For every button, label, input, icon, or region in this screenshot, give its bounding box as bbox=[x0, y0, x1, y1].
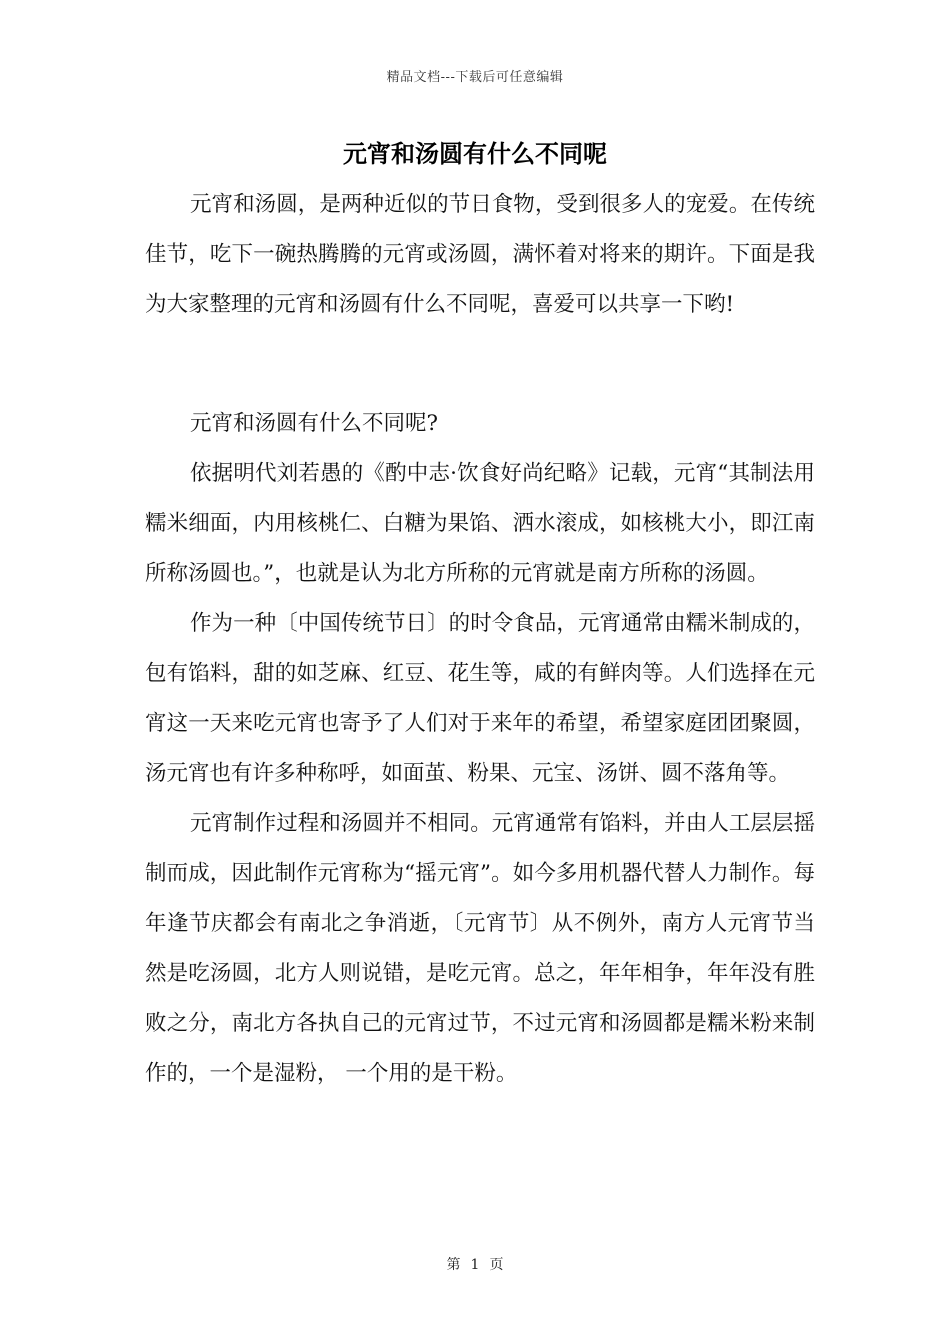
page-number-prefix: 第 bbox=[446, 1257, 461, 1273]
page-number: 1 bbox=[470, 1257, 480, 1273]
body-paragraph: 依据明代刘若愚的《酌中志·饮食好尚纪略》记载，元宵“其制法用糯米细面，内用核桃仁、白糖为果馅、洒水滚成，如核桃大小，即江南所称汤圆也。”，也就是认为北方所称的元宵就是南方所称的汤圆。 bbox=[145, 461, 815, 586]
document-body bbox=[145, 180, 815, 1099]
section-heading: 元宵和汤圆有什么不同呢? bbox=[190, 411, 439, 436]
body-paragraph: 元宵制作过程和汤圆并不相同。元宵通常有馅料，并由人工层层摇制而成，因此制作元宵称为“摇元宵”。如今多用机器代替人力制作。每年逢节庆都会有南北之争消逝，〔元宵节〕从不例外，南方人元宵节当然是吃汤圆，北方人则说错，是吃元宵。总之，年年相争，年年没有胜败之分，南北方各执自己的元宵过节，不过元宵和汤圆都是糯米粉来制作的，一个是湿粉， 一个用的是干粉。 bbox=[145, 811, 815, 1086]
page-header: 精品文档---下载后可任意编辑 bbox=[386, 70, 564, 85]
page-footer bbox=[0, 1254, 950, 1274]
intro-paragraph: 元宵和汤圆，是两种近似的节日食物，受到很多人的宠爱。在传统佳节，吃下一碗热腾腾的元宵或汤圆，满怀着对将来的期许。下面是我为大家整理的元宵和汤圆有什么不同呢，喜爱可以共享一下哟! bbox=[145, 192, 815, 317]
body-paragraph: 作为一种〔中国传统节日〕的时令食品，元宵通常由糯米制成的，包有馅料，甜的如芝麻、红豆、花生等，咸的有鲜肉等。人们选择在元宵这一天来吃元宵也寄予了人们对于来年的希望，希望家庭团团聚圆，汤元宵也有许多种称呼，如面茧、粉果、元宝、汤饼、圆不落角等。 bbox=[145, 611, 815, 786]
page-number-suffix: 页 bbox=[489, 1257, 504, 1273]
document-title: 元宵和汤圆有什么不同呢 bbox=[343, 139, 607, 168]
